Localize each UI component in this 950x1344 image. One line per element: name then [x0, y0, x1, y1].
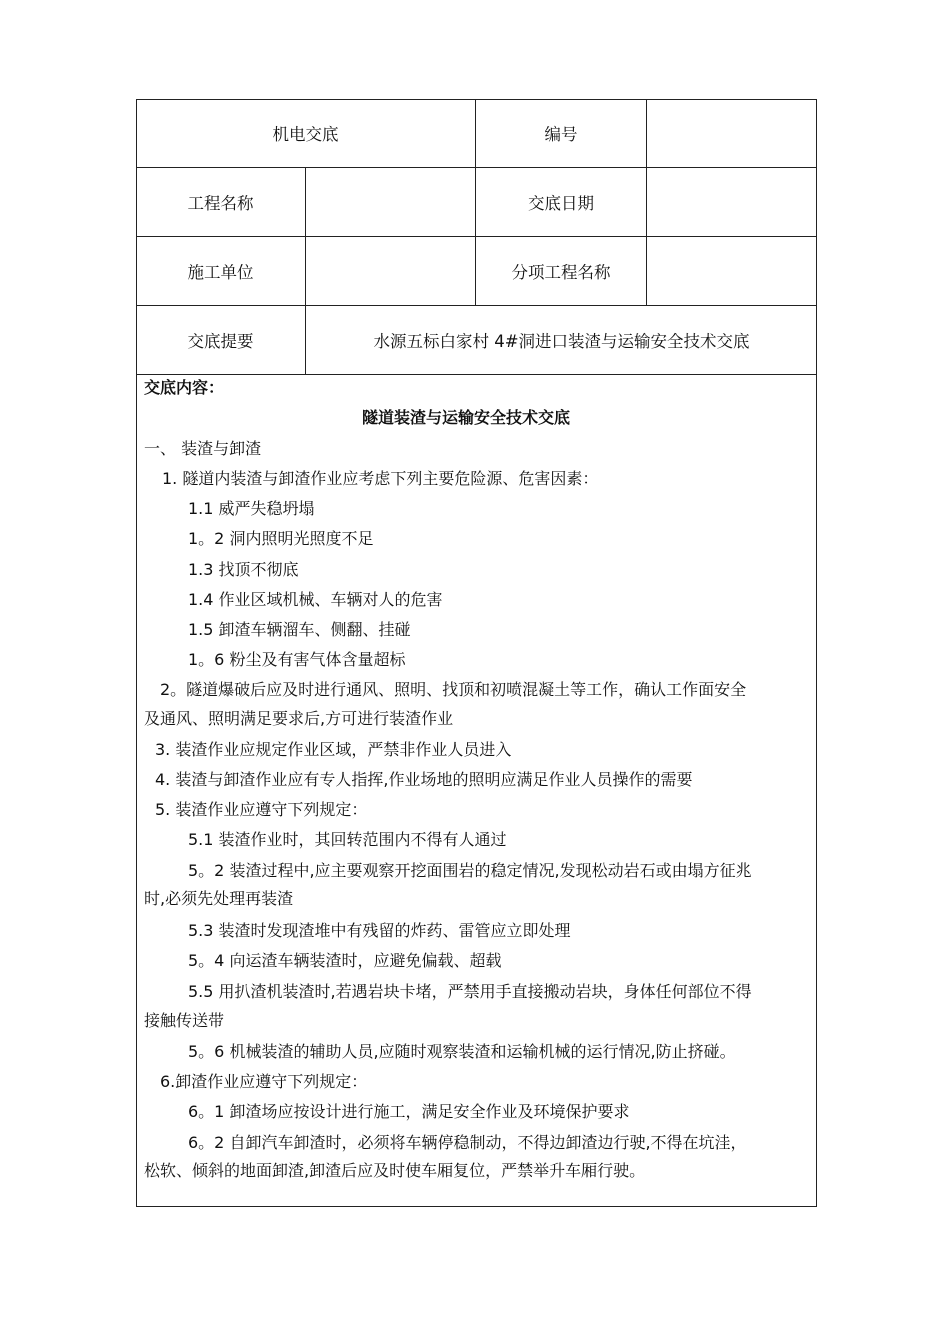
list-item: 5.1 装渣作业时，其回转范围内不得有人通过	[188, 830, 507, 849]
project-name-label: 工程名称	[187, 194, 254, 213]
list-item: 5。6 机械装渣的辅助人员,应随时观察装渣和运输机械的运行情况,防止挤碰。	[188, 1042, 736, 1061]
unit-value	[306, 237, 475, 305]
project-name-value	[306, 168, 475, 236]
content-heading: 交底内容：	[144, 378, 225, 397]
list-item: 1。2 洞内照明光照度不足	[188, 529, 374, 548]
list-item: 1. 隧道内装渣与卸渣作业应考虑下列主要危险源、危害因素：	[162, 469, 599, 488]
list-item: 及通风、照明满足要求后,方可进行装渣作业	[144, 709, 454, 728]
list-item: 1。6 粉尘及有害气体含量超标	[188, 650, 406, 669]
list-item: 接触传送带	[144, 1011, 225, 1030]
subproject-value	[647, 237, 817, 305]
number-value	[647, 99, 817, 167]
form-title: 机电交底	[272, 125, 339, 144]
subproject-label: 分项工程名称	[511, 263, 611, 282]
number-label: 编号	[544, 125, 578, 144]
unit-label: 施工单位	[187, 263, 254, 282]
list-item: 4. 装渣与卸渣作业应有专人指挥,作业场地的照明应满足作业人员操作的需要	[155, 770, 693, 789]
list-item: 6。2 自卸汽车卸渣时，必须将车辆停稳制动，不得边卸渣边行驶,不得在坑洼，	[188, 1133, 747, 1152]
doc-title: 隧道装渣与运输安全技术交底	[362, 408, 571, 427]
list-item: 5.3 装渣时发现渣堆中有残留的炸药、雷管应立即处理	[188, 921, 571, 940]
list-item: 5。2 装渣过程中,应主要观察开挖面围岩的稳定情况,发现松动岩石或由塌方征兆	[188, 861, 752, 880]
summary-value: 水源五标白家村 4#洞进口装渣与运输安全技术交底	[373, 332, 750, 351]
summary-label: 交底提要	[187, 332, 254, 351]
list-item: 6。1 卸渣场应按设计进行施工，满足安全作业及环境保护要求	[188, 1102, 630, 1121]
list-item: 1.1 威严失稳坍塌	[188, 499, 315, 518]
date-value	[647, 168, 817, 236]
section-heading: 一、 装渣与卸渣	[144, 439, 262, 458]
date-label: 交底日期	[528, 194, 594, 213]
row-divider	[136, 374, 817, 375]
list-item: 6.卸渣作业应遵守下列规定：	[160, 1072, 368, 1091]
list-item: 5. 装渣作业应遵守下列规定：	[155, 800, 368, 819]
list-item: 2。隧道爆破后应及时进行通风、照明、找顶和初喷混凝土等工作，确认工作面安全	[160, 680, 747, 699]
list-item: 1.5 卸渣车辆溜车、侧翻、挂碰	[188, 620, 411, 639]
list-item: 松软、倾斜的地面卸渣,卸渣后应及时使车厢复位，严禁举升车厢行驶。	[144, 1161, 646, 1180]
list-item: 5.5 用扒渣机装渣时,若遇岩块卡堵，严禁用手直接搬动岩块，身体任何部位不得	[188, 982, 752, 1001]
list-item: 1.4 作业区域机械、车辆对人的危害	[188, 590, 443, 609]
list-item: 时,必须先处理再装渣	[144, 889, 294, 908]
list-item: 1.3 找顶不彻底	[188, 560, 299, 579]
list-item: 5。4 向运渣车辆装渣时，应避免偏载、超载	[188, 951, 502, 970]
list-item: 3. 装渣作业应规定作业区域，严禁非作业人员进入	[155, 740, 512, 759]
